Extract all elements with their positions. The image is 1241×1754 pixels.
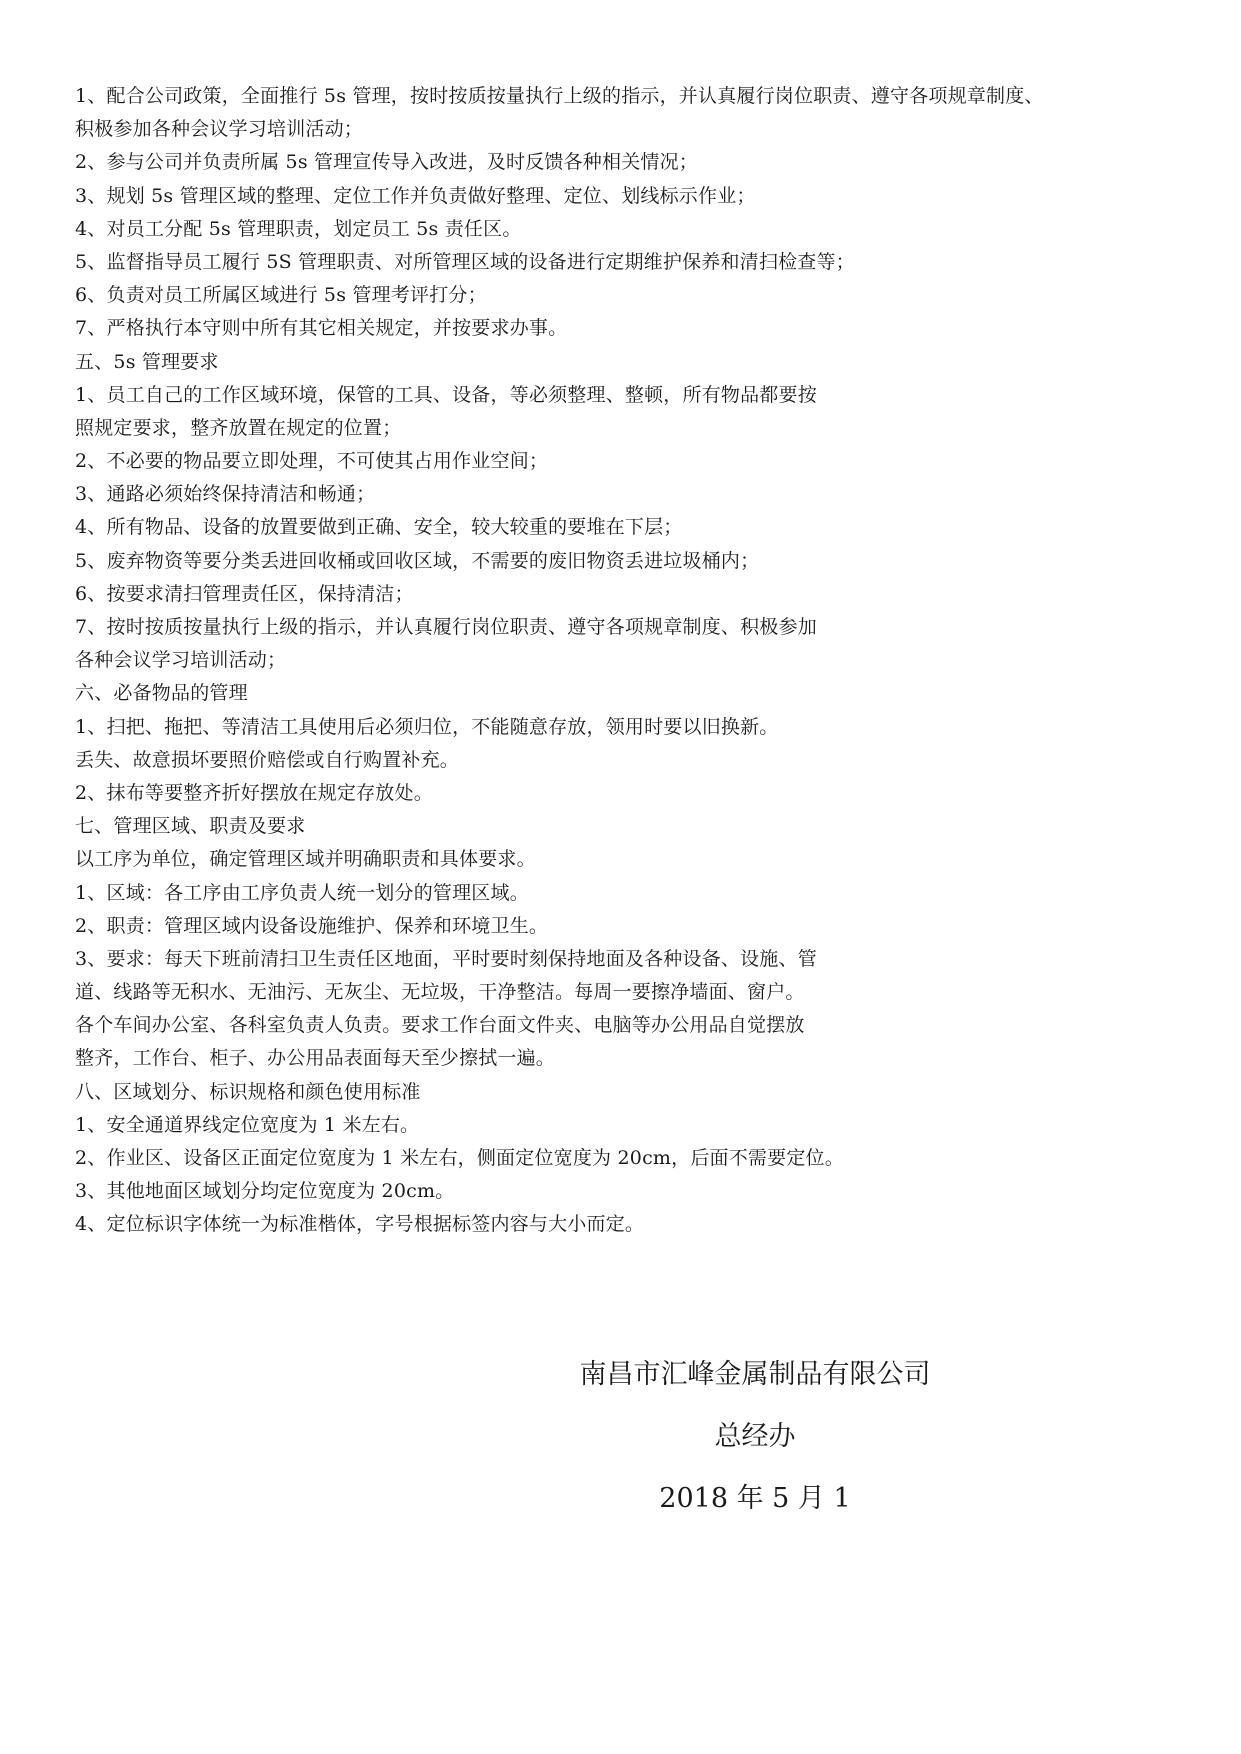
text-line: 丢失、故意损坏要照价赔偿或自行购置补充。 <box>75 748 460 771</box>
text-line: 3、要求：每天下班前清扫卫生责任区地面，平时要时刻保持地面及各种设备、设施、管 <box>75 947 817 970</box>
text-line: 2、抹布等要整齐折好摆放在规定存放处。 <box>75 781 433 804</box>
text-line: 道、线路等无积水、无油污、无灰尘、无垃圾，干净整洁。每周一要擦净墙面、窗户。 <box>75 981 805 1004</box>
text-line: 2、不必要的物品要立即处理，不可使其占用作业空间； <box>75 450 549 473</box>
text-line: 5、废弃物资等要分类丢进回收桶或回收区域，不需要的废旧物资丢进垃圾桶内； <box>75 549 760 572</box>
text-line: 1、配合公司政策，全面推行 5s 管理，按时按质按量执行上级的指示，并认真履行岗位职责、遵守各项规章制度、 <box>75 85 1044 107</box>
text-line: 照规定要求，整齐放置在规定的位置； <box>75 416 402 439</box>
text-line: 3、其他地面区域划分均定位宽度为 20cm。 <box>75 1180 455 1203</box>
text-line: 3、规划 5s 管理区域的整理、定位工作并负责做好整理、定位、划线标示作业； <box>75 184 756 207</box>
text-line: 3、通路必须始终保持清洁和畅通； <box>75 483 376 506</box>
section-heading: 五、5s 管理要求 <box>75 350 219 373</box>
department-name: 总经办 <box>714 1421 796 1452</box>
text-line: 5、监督指导员工履行 5S 管理职责、对所管理区域的设备进行定期维护保养和清扫检查等； <box>75 250 855 273</box>
text-line: 6、负责对员工所属区域进行 5s 管理考评打分； <box>75 284 487 307</box>
text-line: 4、对员工分配 5s 管理职责，划定员工 5s 责任区。 <box>75 217 522 240</box>
company-name: 南昌市汇峰金属制品有限公司 <box>579 1359 931 1390</box>
text-line: 4、所有物品、设备的放置要做到正确、安全，较大较重的要堆在下层； <box>75 516 683 539</box>
text-line: 以工序为单位，确定管理区域并明确职责和具体要求。 <box>75 848 536 871</box>
text-line: 7、按时按质按量执行上级的指示，并认真履行岗位职责、遵守各项规章制度、积极参加 <box>75 616 817 638</box>
text-line: 整齐，工作台、柜子、办公用品表面每天至少擦拭一遍。 <box>75 1047 556 1070</box>
document-body <box>75 80 1185 1242</box>
document-date: 2018 年 5 月 1 <box>659 1483 851 1514</box>
text-line: 2、作业区、设备区正面定位宽度为 1 米左右，侧面定位宽度为 20cm，后面不需要定位。 <box>75 1147 844 1169</box>
text-line: 2、参与公司并负责所属 5s 管理宣传导入改进，及时反馈各种相关情况； <box>75 151 699 174</box>
section-heading: 七、管理区域、职责及要求 <box>75 815 306 838</box>
text-line: 1、安全通道界线定位宽度为 1 米左右。 <box>75 1113 420 1136</box>
text-line: 6、按要求清扫管理责任区，保持清洁； <box>75 582 414 605</box>
section-heading: 八、区域划分、标识规格和颜色使用标准 <box>75 1080 421 1103</box>
text-line: 各种会议学习培训活动； <box>75 649 287 672</box>
text-line: 2、职责：管理区域内设备设施维护、保养和环境卫生。 <box>75 914 549 937</box>
text-line: 4、定位标识字体统一为标准楷体，字号根据标签内容与大小而定。 <box>75 1213 645 1236</box>
text-line: 1、员工自己的工作区域环境，保管的工具、设备，等必须整理、整顿，所有物品都要按 <box>75 383 817 406</box>
text-line: 各个车间办公室、各科室负责人负责。要求工作台面文件夹、电脑等办公用品自觉摆放 <box>75 1014 805 1037</box>
text-line: 7、严格执行本守则中所有其它相关规定，并按要求办事。 <box>75 317 568 340</box>
text-line: 1、区域：各工序由工序负责人统一划分的管理区域。 <box>75 881 529 904</box>
text-line: 1、扫把、拖把、等清洁工具使用后必须归位，不能随意存放，领用时要以旧换新。 <box>75 715 779 738</box>
text-line: 积极参加各种会议学习培训活动； <box>75 118 364 141</box>
section-heading: 六、必备物品的管理 <box>75 682 248 705</box>
